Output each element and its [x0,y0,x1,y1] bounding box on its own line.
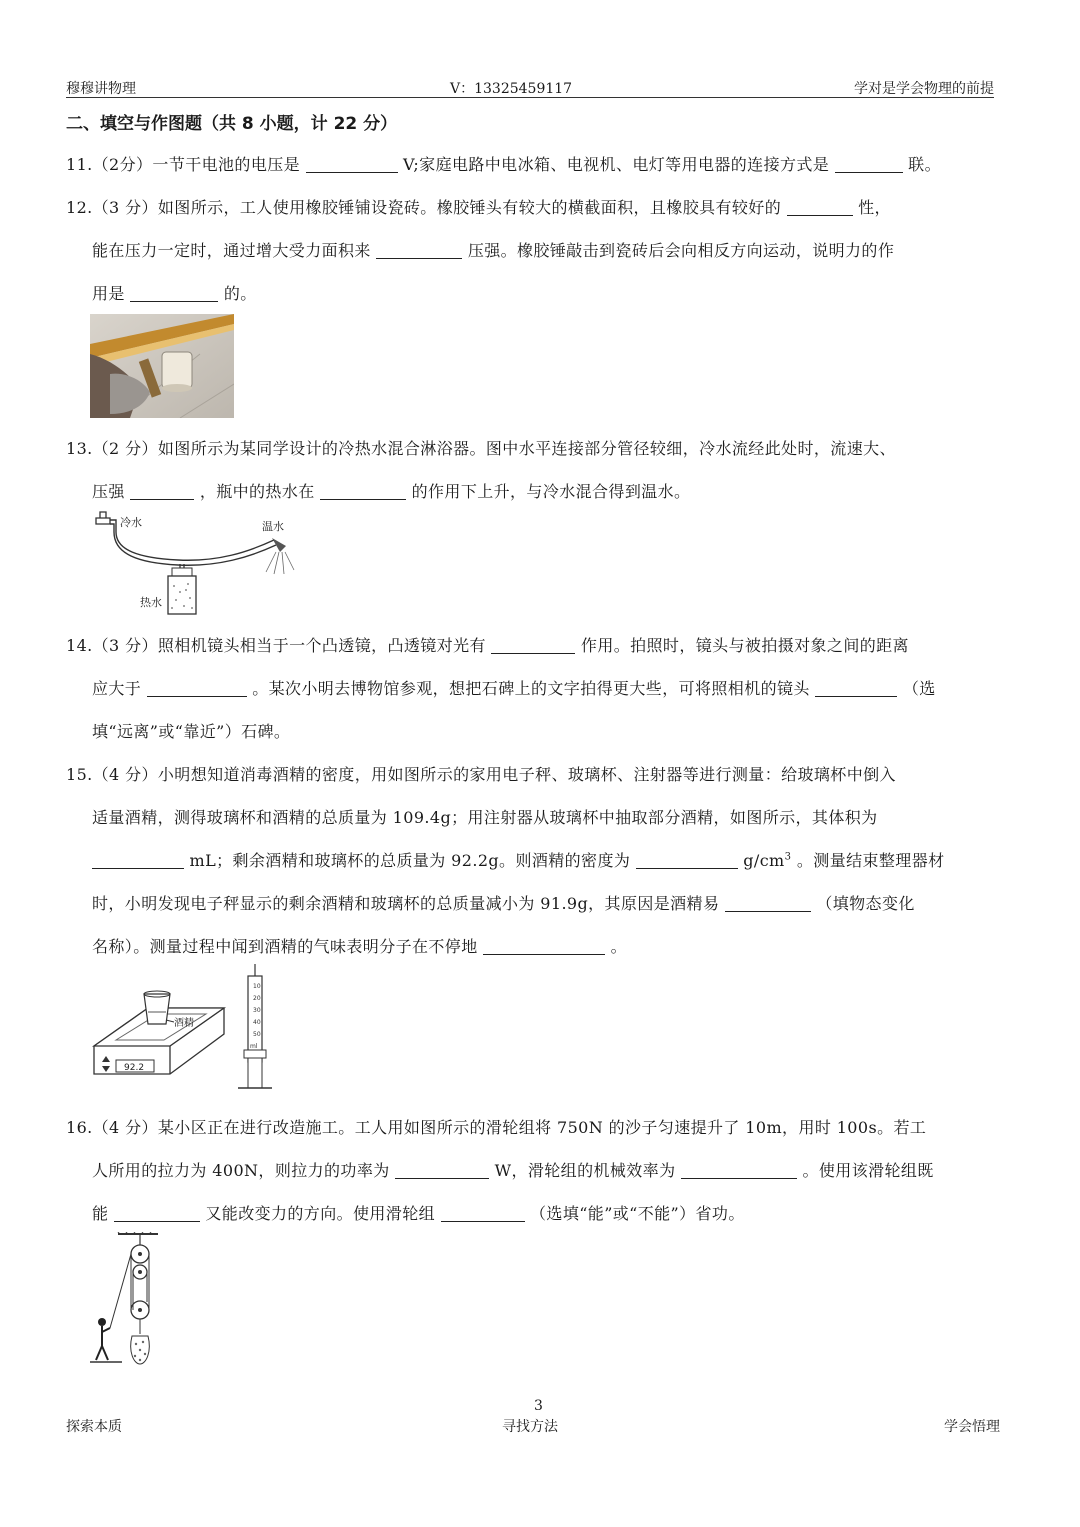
question-12-line-2 [92,238,894,261]
page-number: 3 [534,1398,543,1414]
hot-water-label: 热水 [140,596,162,609]
question-13-line-2 [92,479,690,502]
question-15-line-2 [92,805,878,828]
q14-text-b: 作用。拍照时，镜头与被拍摄对象之间的距离 [580,636,909,655]
q16-blank-4[interactable] [441,1206,525,1222]
q12-blank-2[interactable] [376,243,462,259]
scale-reading: 92.2 [124,1063,145,1073]
q12-text-e: 用是 [92,284,125,303]
q11-text-c: 联。 [908,155,941,174]
header-phone: V：13325459117 [450,81,573,97]
question-15-line-3 [92,848,945,871]
question-16-line-3 [92,1201,745,1224]
q12-text-b: 性， [858,198,891,217]
warm-water-label: 温水 [262,520,284,533]
q15-text-c: mL；剩余酒精和玻璃杯的总质量为 92.2g。则酒精的密度为 [189,851,631,870]
q13-text-b: 压强 [92,482,125,501]
q16-blank-1[interactable] [395,1163,489,1179]
q15-blank-2[interactable] [636,853,738,869]
question-12-line-3 [92,281,257,304]
q15-text-e: 。测量结束整理器材 [796,851,945,870]
q16-text-g: （选填“能”或“不能”）省功。 [530,1204,745,1223]
syringe-tick-40: 40 [253,1019,261,1026]
q14-text-c: 应大于 [92,679,142,698]
q14-text-e: （选 [902,679,936,698]
q16-text-c: W，滑轮组的机械效率为 [494,1161,676,1180]
question-11 [66,152,941,175]
question-14-line-2 [92,676,936,699]
q15-blank-4[interactable] [483,939,605,955]
q16-text-e: 能 [92,1204,109,1223]
footer-center: 寻找方法 [502,1419,558,1435]
q14-text-d: 。某次小明去博物馆参观，想把石碑上的文字拍得更大些，可将照相机的镜头 [252,679,810,698]
question-13-line-1 [66,436,896,459]
q16-text-b: 人所用的拉力为 400N，则拉力的功率为 [92,1161,390,1180]
page-header [66,78,994,98]
q12-text-c: 能在压力一定时，通过增大受力面积来 [92,241,371,260]
q12-blank-3[interactable] [130,286,218,302]
shower-mixer-diagram [88,510,298,622]
q15-text-h: 名称）。测量过程中闻到酒精的气味表明分子在不停地 [92,937,478,956]
q16-text-f: 又能改变力的方向。使用滑轮组 [205,1204,436,1223]
q15-text-b: 适量酒精，测得玻璃杯和酒精的总质量为 109.4g；用注射器从玻璃杯中抽取部分酒精，如图所示，其体积为 [92,808,878,827]
q16-blank-2[interactable] [681,1163,797,1179]
q15-text-f: 时，小明发现电子秤显示的剩余酒精和玻璃杯的总质量减小为 91.9g，其原因是酒精易 [92,894,720,913]
q14-text-a: 14.（3 分）照相机镜头相当于一个凸透镜，凸透镜对光有 [66,636,486,655]
question-14-line-1 [66,633,909,656]
q14-blank-2[interactable] [147,681,247,697]
question-15-line-1 [66,762,896,785]
syringe-tick-10: 10 [253,983,261,990]
q13-text-d: 的作用下上升，与冷水混合得到温水。 [411,482,691,501]
question-16-line-1 [66,1115,926,1138]
footer-left: 探索本质 [66,1419,122,1435]
scale-and-syringe-diagram [88,962,278,1098]
question-16-line-2 [92,1158,934,1181]
q11-blank-1[interactable] [306,157,398,173]
q11-text-b: V;家庭电路中电冰箱、电视机、电灯等用电器的连接方式是 [403,155,830,174]
header-left: 穆穆讲物理 [66,81,136,97]
question-12-line-1 [66,195,891,218]
q11-blank-2[interactable] [835,157,903,173]
q14-blank-3[interactable] [815,681,897,697]
syringe-tick-30: 30 [253,1007,261,1014]
question-15-line-5 [92,934,627,957]
q15-unit: $g/cm^3$ [743,851,792,870]
q15-blank-3[interactable] [725,896,811,912]
syringe-unit: ml [250,1043,258,1050]
q16-text-d: 。使用该滑轮组既 [802,1161,934,1180]
alcohol-label: 酒精 [174,1018,194,1029]
q13-text-c: ，瓶中的热水在 [199,482,315,501]
footer-right: 学会悟理 [944,1419,1000,1435]
q13-text-a: 13.（2 分）如图所示为某同学设计的冷热水混合淋浴器。图中水平连接部分管径较细，冷水流经此处时，流速大、 [66,439,896,458]
q13-blank-2[interactable] [320,484,406,500]
syringe-tick-50: 50 [253,1031,261,1038]
q12-text-a: 12.（3 分）如图所示，工人使用橡胶锤铺设瓷砖。橡胶锤头有较大的横截面积，且橡胶具有较好的 [66,198,782,217]
q13-blank-1[interactable] [130,484,194,500]
q12-blank-1[interactable] [787,200,853,216]
q15-text-a: 15.（4 分）小明想知道消毒酒精的密度，用如图所示的家用电子秤、玻璃杯、注射器等进行测量：给玻璃杯中倒入 [66,765,896,784]
q16-text-a: 16.（4 分）某小区正在进行改造施工。工人用如图所示的滑轮组将 750N 的沙子匀速提升了 10m，用时 100s。若工 [66,1118,927,1137]
q12-text-f: 的。 [223,284,257,303]
q16-blank-3[interactable] [114,1206,200,1222]
pulley-system-diagram [88,1232,168,1376]
q14-text-f: 填“远离”或“靠近”）石碑。 [92,722,291,741]
question-15-line-4 [92,891,915,914]
question-14-line-3 [92,719,290,742]
syringe-tick-20: 20 [253,995,261,1002]
q14-blank-1[interactable] [491,638,575,654]
section-title: 二、填空与作图题（共 8 小题，计 22 分） [66,114,398,134]
q12-text-d: 压强。橡胶锤敲击到瓷砖后会向相反方向运动，说明力的作 [467,241,895,260]
cold-water-label: 冷水 [120,516,142,529]
q11-text-a: 11.（2分）一节干电池的电压是 [66,155,301,174]
q15-blank-1[interactable] [92,853,184,869]
rubber-hammer-photo [90,314,234,422]
q15-text-i: 。 [610,937,628,956]
q15-text-g: （填物态变化 [816,894,915,913]
header-right: 学对是学会物理的前提 [854,81,994,97]
